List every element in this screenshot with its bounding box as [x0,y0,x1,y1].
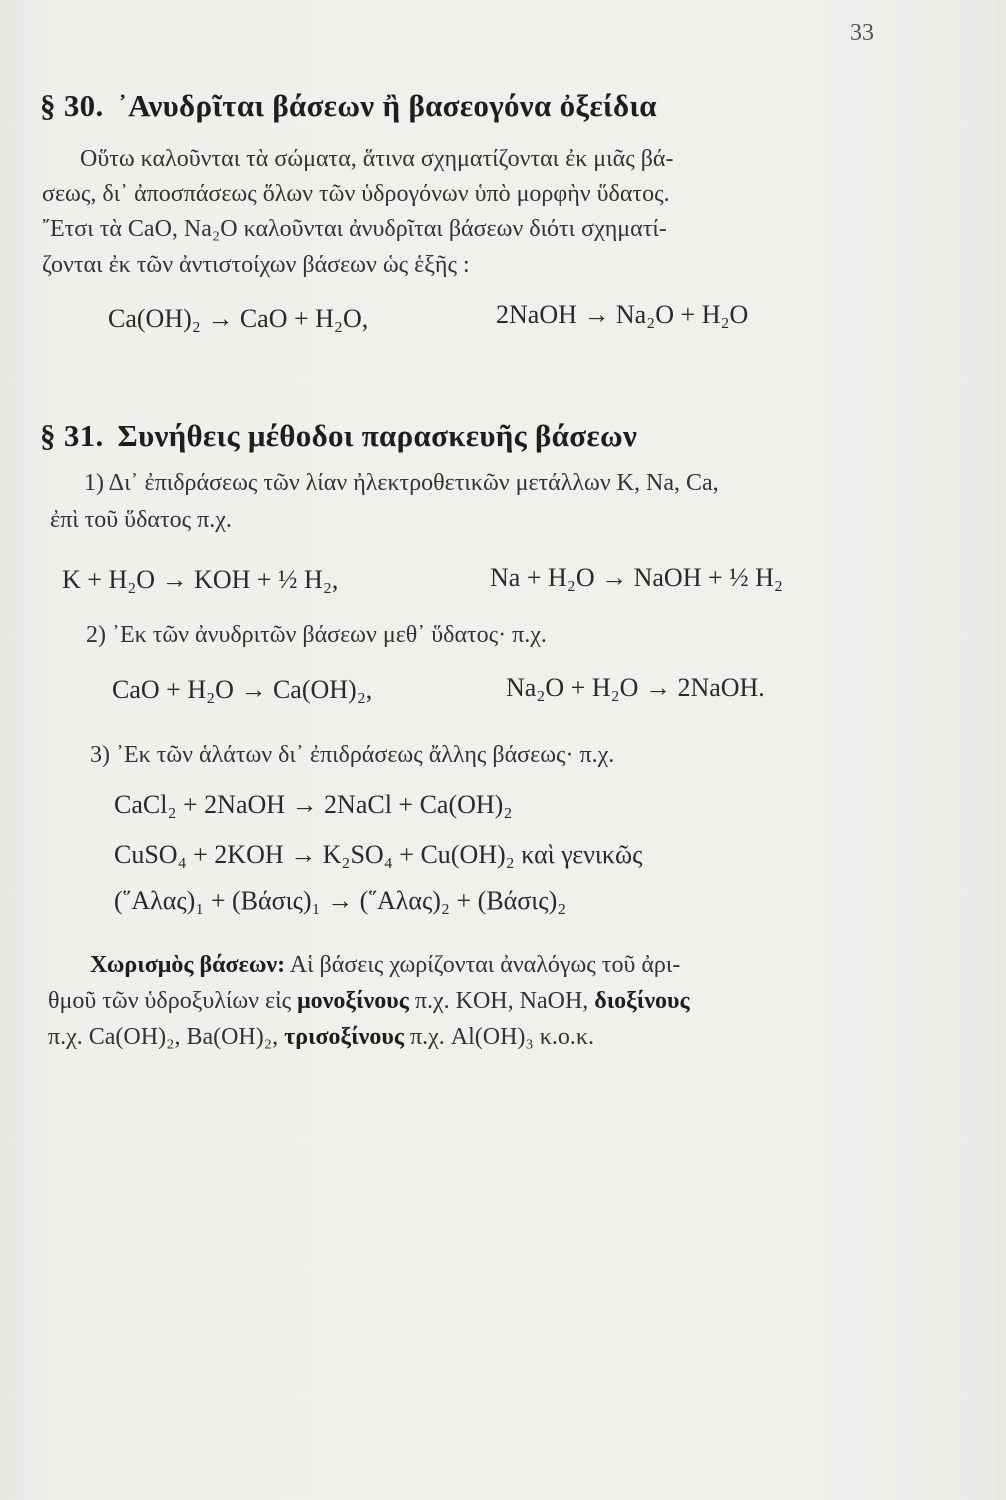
classification-line-3-post: π.χ. Al(OH)₃ κ.ο.κ. [403,1024,594,1050]
method-3-text: 3) ᾿Εκ τῶν ἁλάτων δι᾿ ἐπιδράσεως ἄλλης βάσεως· π.χ. [90,742,615,768]
method-3-equation-1: CaCl₂ + 2NaOH → 2NaCl + Ca(OH)₂ [114,790,513,819]
diacid-term: διοξίνους [594,988,690,1014]
section-30-line-1: Οὕτω καλοῦνται τὰ σώματα, ἅτινα σχηματίζονται ἐκ μιᾶς βά- [80,146,674,172]
triacid-term: τρισοξίνους [284,1024,404,1050]
classification-line-2 [48,984,690,1018]
classification-line-1 [90,948,680,982]
section-31-heading [40,418,637,454]
section-30-line-2: σεως, δι᾿ ἀποσπάσεως ὅλων τῶν ὑδρογόνων ὑπὸ μορφὴν ὕδατος. [42,181,670,207]
method-1-equation-1: K + H₂O → KOH + ½ H₂, [62,565,339,594]
section-30-equation-1: Ca(OH)₂ → CaO + H₂O, [108,304,369,333]
section-30-line-3: ῎Ετσι τὰ CaO, Na₂O καλοῦνται ἀνυδρῖται βάσεων διότι σχηματί- [42,216,667,242]
classification-line-2-pre: θμοῦ τῶν ὑδροξυλίων εἰς [48,988,298,1014]
page-number: 33 [850,20,874,46]
classification-line-3-pre: π.χ. Ca(OH)₂, Ba(OH)₂, [48,1024,285,1050]
method-2-text: 2) ᾿Εκ τῶν ἀνυδριτῶν βάσεων μεθ᾿ ὕδατος· π.χ. [86,622,547,648]
monoacid-term: μονοξίνους [297,988,409,1014]
section-30-equation-2: 2NaOH → Na₂O + H₂O [496,300,749,329]
classification-label: Χωρισμὸς βάσεων: [90,952,286,978]
section-31-title: Συνήθεις μέθοδοι παρασκευῆς βάσεων [117,418,638,453]
method-2-equation-1: CaO + H₂O → Ca(OH)₂, [112,675,373,704]
classification-line-3 [48,1020,594,1054]
method-3-equation-2: CuSO₄ + 2KOH → K₂SO₄ + Cu(OH)₂ καὶ γενικῶς [114,840,643,869]
section-30-symbol: § 30. [40,88,104,123]
classification-line-1-text: Αἱ βάσεις χωρίζονται ἀναλόγως τοῦ ἀρι- [285,952,681,978]
section-30-heading [40,88,657,124]
section-30-line-4: ζονται ἐκ τῶν ἀντιστοίχων βάσεων ὡς ἑξῆς : [42,252,470,278]
section-30-title: ᾿Ανυδρῖται βάσεων ἢ βασεογόνα ὀξείδια [117,88,657,123]
classification-line-2-post: π.χ. KOH, NaOH, [408,988,595,1014]
method-2-equation-2: Na₂O + H₂O → 2NaOH. [506,673,765,702]
method-1-line-2: ἐπὶ τοῦ ὕδατος π.χ. [50,507,232,533]
method-1-line-1: 1) Δι᾿ ἐπιδράσεως τῶν λίαν ἠλεκτροθετικῶν μετάλλων K, Na, Ca, [84,470,719,496]
method-3-equation-general: (῞Αλας)₁ + (Βάσις)₁ → (῞Αλας)₂ + (Βάσις)₂ [114,886,567,915]
section-31-symbol: § 31. [40,418,104,453]
method-1-equation-2: Na + H₂O → NaOH + ½ H₂ [490,563,783,592]
